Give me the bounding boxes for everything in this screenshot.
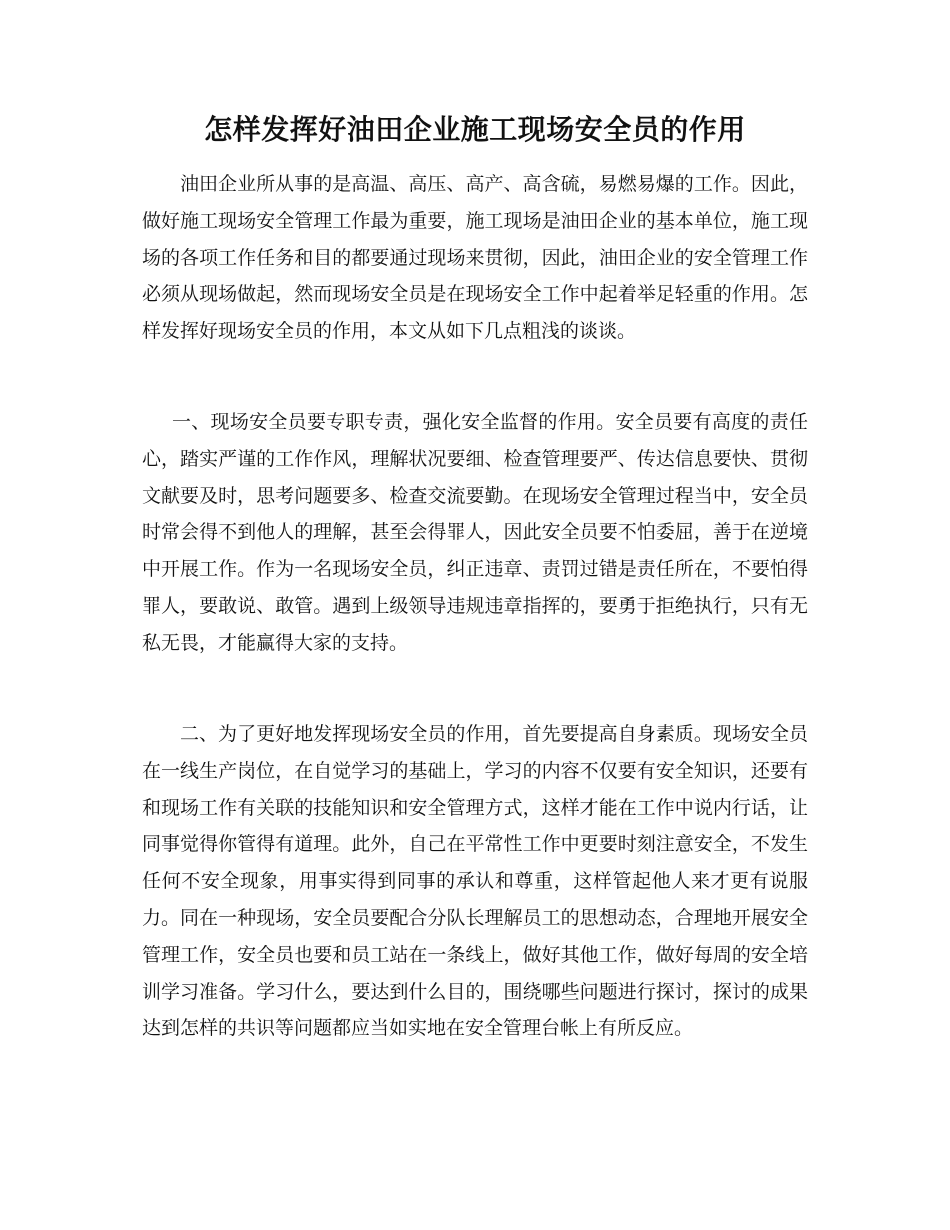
document-title: 怎样发挥好油田企业施工现场安全员的作用 <box>204 113 746 146</box>
paragraph-point-two: 二、为了更好地发挥现场安全员的作用，首先要提高自身素质。现场安全员在一线生产岗位，在自觉学习的基础上，学习的内容不仅要有安全知识，还要有和现场工作有关联的技能知识和安全管理方式，这样才能在工作中说内行话，让同事觉得你管得有道理。此外，自己在平常性工作中更要时刻注意安全，不发生任何不安全现象，用事实得到同事的承认和尊重，这样管起他人来才更有说服力。同在一种现场，安全员要配合分队长理解员工的思想动态，合理地开展安全管理工作，安全员也要和员工站在一条线上，做好其他工作，做好每周的安全培训学习准备。学习什么，要达到什么目的，围绕哪些问题进行探讨，探讨的成果达到怎样的共识等问题都应当如实地在安全管理台帐上有所反应。 <box>142 723 808 1040</box>
paragraph-point-one: 一、现场安全员要专职专责，强化安全监督的作用。安全员要有高度的责任心，踏实严谨的工作作风，理解状况要细、检查管理要严、传达信息要快、贯彻文献要及时，思考问题要多、检查交流要勤。在现场安全管理过程当中，安全员时常会得不到他人的理解，甚至会得罪人，因此安全员要不怕委屈，善于在逆境中开展工作。作为一名现场安全员，纠正违章、责罚过错是责任所在，不要怕得罪人，要敢说、敢管。遇到上级领导违规违章指挥的，要勇于拒绝执行，只有无私无畏，才能赢得大家的支持。 <box>142 411 808 654</box>
paragraph-intro: 油田企业所从事的是高温、高压、高产、高含硫，易燃易爆的工作。因此，做好施工现场安全管理工作最为重要，施工现场是油田企业的基本单位，施工现场的各项工作任务和目的都要通过现场来贯彻，因此，油田企业的安全管理工作必须从现场做起，然而现场安全员是在现场安全工作中起着举足轻重的作用。怎样发挥好现场安全员的作用，本文从如下几点粗浅的谈谈。 <box>142 173 808 343</box>
